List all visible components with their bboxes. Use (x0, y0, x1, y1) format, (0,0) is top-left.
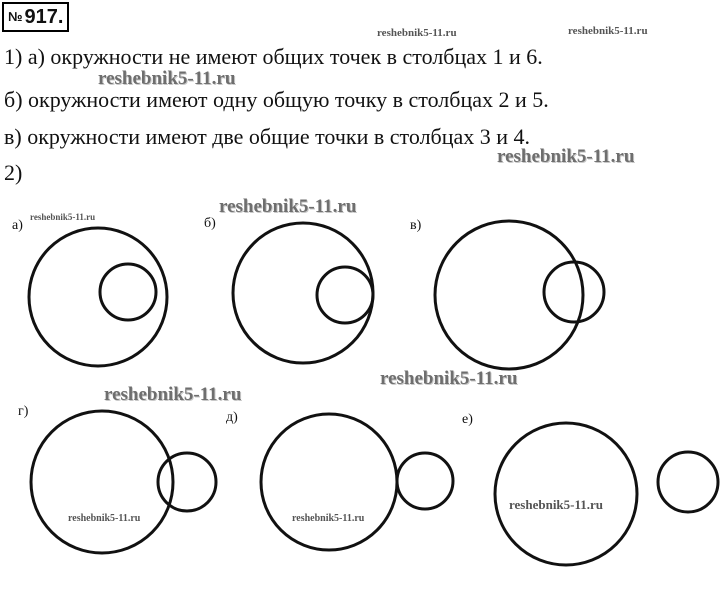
watermark: reshebnik5-11.ru (68, 513, 141, 524)
answer-1a: 1) а) окружности не имеют общих точек в столбцах 1 и 6. (4, 44, 543, 69)
circle-inner-d (397, 453, 453, 509)
figure-label-d: д) (226, 410, 238, 425)
figure-label-e: е) (462, 412, 473, 427)
circle-inner-e (658, 452, 718, 512)
watermark: reshebnik5-11.ru (219, 196, 357, 217)
circle-outer-b (233, 223, 373, 363)
watermark: reshebnik5-11.ru (377, 27, 457, 39)
figure-label-a: а) (12, 218, 23, 233)
circle-outer-v (435, 221, 583, 369)
circle-outer-d (261, 414, 397, 550)
answer-1c: в) окружности имеют две общие точки в столбцах 3 и 4. (4, 124, 531, 149)
circle-inner-v (544, 262, 604, 322)
number-sign: № (8, 9, 23, 24)
watermark: reshebnik5-11.ru (568, 25, 648, 37)
answer-2-label: 2) (4, 160, 23, 185)
watermark: reshebnik5-11.ru (509, 497, 604, 512)
circle-outer-a (29, 228, 167, 366)
watermark: reshebnik5-11.ru (292, 513, 365, 524)
watermark: reshebnik5-11.ru (380, 368, 518, 389)
number-value: 917. (24, 6, 64, 28)
watermark: reshebnik5-11.ru (104, 384, 242, 405)
circle-outer-g (31, 411, 173, 553)
figure-label-v: в) (410, 218, 422, 233)
circle-outer-e (495, 423, 637, 565)
answer-1b: б) окружности имеют одну общую точку в столбцах 2 и 5. (4, 87, 549, 112)
figure-label-g: г) (18, 404, 29, 419)
circle-inner-a (100, 264, 156, 320)
circle-inner-g (158, 453, 216, 511)
watermark: reshebnik5-11.ru (98, 68, 236, 89)
watermark: reshebnik5-11.ru (497, 146, 635, 167)
circle-inner-b (317, 267, 373, 323)
watermark: reshebnik5-11.ru (30, 212, 96, 222)
figure-label-b: б) (204, 216, 216, 231)
